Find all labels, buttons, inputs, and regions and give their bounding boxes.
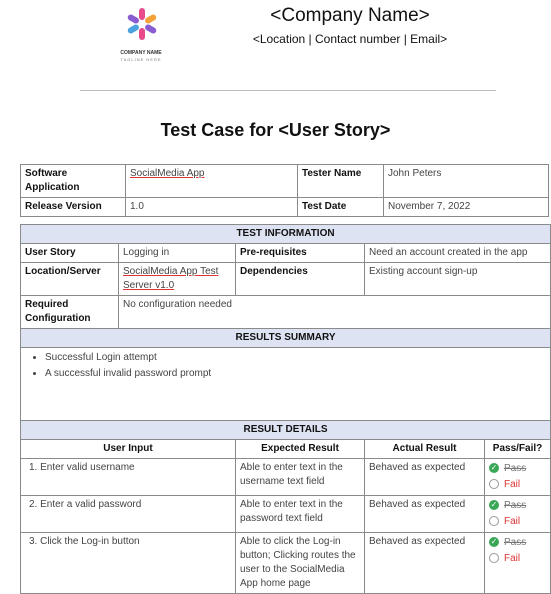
pass-label: Pass bbox=[504, 537, 527, 548]
logo-tagline: TAGLINE HERE bbox=[120, 57, 162, 62]
fail-label: Fail bbox=[504, 553, 521, 564]
pass-fail-cell bbox=[485, 459, 551, 496]
user-story-value[interactable]: Logging in bbox=[119, 244, 236, 263]
pass-fail-cell bbox=[485, 533, 551, 594]
pass-label: Pass bbox=[504, 463, 527, 474]
summary-row bbox=[21, 198, 549, 217]
user-input-cell[interactable]: 1. Enter valid username bbox=[21, 459, 236, 496]
fail-option[interactable] bbox=[489, 477, 546, 493]
list-item: • Successful Login attempt bbox=[45, 350, 546, 366]
pass-option[interactable] bbox=[489, 498, 546, 514]
location-label: Location/Server bbox=[21, 263, 119, 296]
table-row bbox=[21, 459, 551, 496]
results-summary-body[interactable] bbox=[21, 348, 551, 421]
logo-company-name: COMPANY NAME bbox=[120, 50, 162, 56]
test-information-heading: TEST INFORMATION bbox=[21, 225, 551, 244]
location-text: SocialMedia App Test Server v1.0 bbox=[123, 266, 219, 291]
check-circle-icon: ✓ bbox=[490, 463, 498, 473]
list-item: • A successful invalid password prompt bbox=[45, 366, 546, 382]
location-value[interactable] bbox=[119, 263, 236, 296]
expected-result-cell[interactable]: Able to enter text in the username text field bbox=[236, 459, 365, 496]
actual-result-cell[interactable]: Behaved as expected bbox=[365, 496, 485, 533]
fail-label: Fail bbox=[504, 516, 521, 527]
radio-empty-icon bbox=[489, 553, 499, 563]
dependencies-value[interactable]: Existing account sign-up bbox=[365, 263, 551, 296]
software-application-value[interactable] bbox=[126, 165, 298, 198]
actual-result-cell[interactable]: Behaved as expected bbox=[365, 459, 485, 496]
dependencies-label: Dependencies bbox=[236, 263, 365, 296]
company-logo bbox=[116, 6, 168, 42]
prerequisites-value[interactable]: Need an account created in the app bbox=[365, 244, 551, 263]
column-header-user-input: User Input bbox=[21, 440, 236, 459]
user-story-label: User Story bbox=[21, 244, 119, 263]
tester-name-label: Tester Name bbox=[298, 165, 384, 198]
required-config-value[interactable]: No configuration needed bbox=[119, 296, 551, 329]
release-version-label: Release Version bbox=[21, 198, 126, 217]
contact-line: <Location | Contact number | Email> bbox=[252, 32, 448, 46]
summary-row bbox=[21, 165, 549, 198]
user-input-cell[interactable]: 2. Enter a valid password bbox=[21, 496, 236, 533]
column-header-actual-result: Actual Result bbox=[365, 440, 485, 459]
fail-option[interactable] bbox=[489, 514, 546, 530]
radio-empty-icon bbox=[489, 516, 499, 526]
actual-result-cell[interactable]: Behaved as expected bbox=[365, 533, 485, 594]
test-date-label: Test Date bbox=[298, 198, 384, 217]
software-application-text: SocialMedia App bbox=[130, 168, 205, 179]
results-summary-list bbox=[25, 350, 546, 382]
prerequisites-label: Pre-requisites bbox=[236, 244, 365, 263]
required-config-label: Required Configuration bbox=[21, 296, 119, 329]
table-row bbox=[21, 533, 551, 594]
pass-option[interactable] bbox=[489, 535, 546, 551]
test-date-value[interactable]: November 7, 2022 bbox=[384, 198, 549, 217]
pass-fail-cell bbox=[485, 496, 551, 533]
pass-label: Pass bbox=[504, 500, 527, 511]
check-circle-icon: ✓ bbox=[490, 537, 498, 547]
result-details-heading: RESULT DETAILS bbox=[21, 421, 551, 440]
column-header-pass-fail: Pass/Fail? bbox=[485, 440, 551, 459]
company-name: <Company Name> bbox=[270, 5, 430, 26]
test-case-table bbox=[20, 224, 551, 594]
fail-label: Fail bbox=[504, 479, 521, 490]
user-input-cell[interactable]: 3. Click the Log-in button bbox=[21, 533, 236, 594]
column-header-expected-result: Expected Result bbox=[236, 440, 365, 459]
header-divider bbox=[80, 90, 496, 91]
expected-result-cell[interactable]: Able to enter text in the password text field bbox=[236, 496, 365, 533]
software-application-label: Software Application bbox=[21, 165, 126, 198]
results-summary-heading: RESULTS SUMMARY bbox=[21, 329, 551, 348]
summary-table bbox=[20, 164, 549, 217]
radio-empty-icon bbox=[489, 479, 499, 489]
expected-result-cell[interactable]: Able to click the Log-in button; Clicking routes the user to the SocialMedia App home page bbox=[236, 533, 365, 594]
fail-option[interactable] bbox=[489, 551, 546, 567]
table-row bbox=[21, 496, 551, 533]
tester-name-value[interactable]: John Peters bbox=[384, 165, 549, 198]
page-title: Test Case for <User Story> bbox=[160, 120, 391, 140]
release-version-value[interactable]: 1.0 bbox=[126, 198, 298, 217]
pass-option[interactable] bbox=[489, 461, 546, 477]
check-circle-icon: ✓ bbox=[490, 500, 498, 510]
